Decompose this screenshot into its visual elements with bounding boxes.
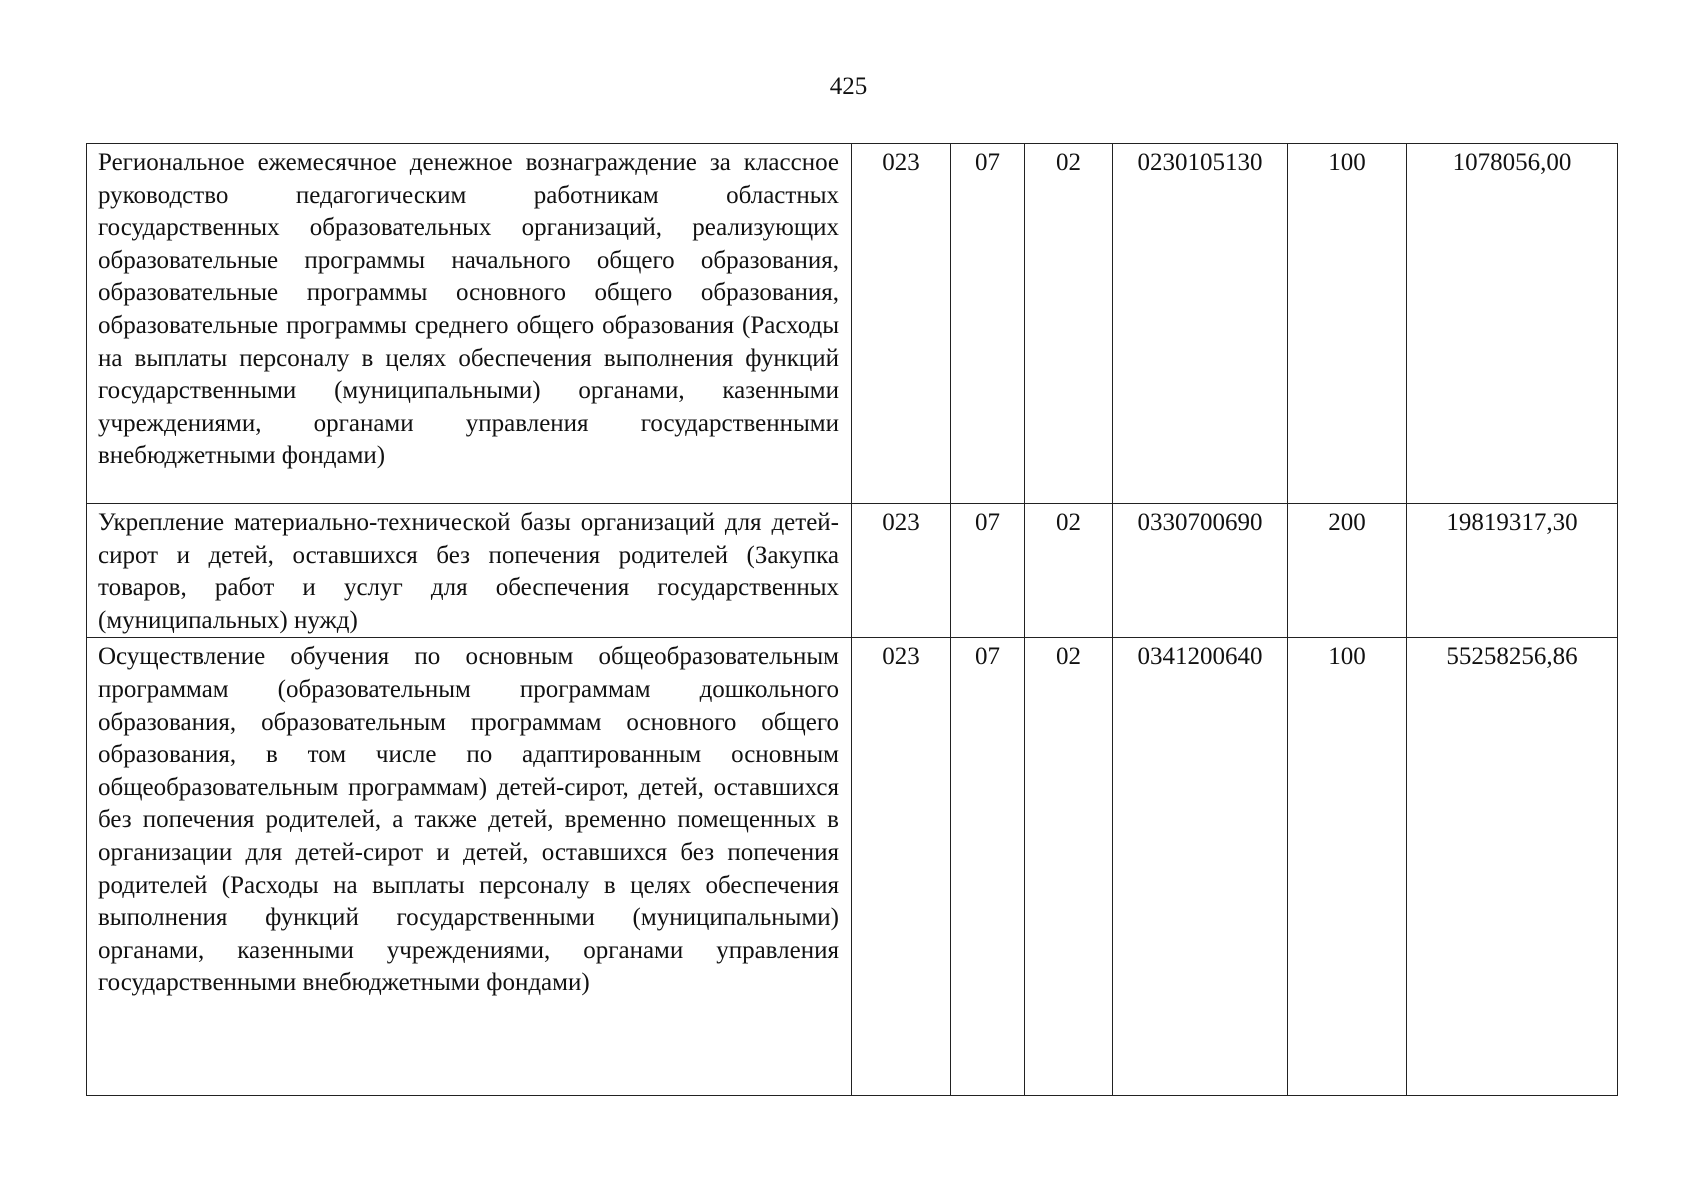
target-article-code: 0341200640 bbox=[1113, 638, 1288, 1096]
section-code: 07 bbox=[951, 144, 1025, 504]
section-code: 07 bbox=[951, 504, 1025, 638]
row-description: Укрепление материально-технической базы организаций для детей-сирот и детей, оставшихся без попечения родителей (Закупка товаров, работ и услуг для обеспечения государственных (муниципальных) нужд) bbox=[87, 504, 852, 638]
ministry-code: 023 bbox=[852, 638, 951, 1096]
amount-value: 1078056,00 bbox=[1407, 144, 1618, 504]
table-row bbox=[87, 638, 1618, 1096]
subsection-code: 02 bbox=[1025, 504, 1113, 638]
section-code: 07 bbox=[951, 638, 1025, 1096]
row-description: Осуществление обучения по основным общеобразовательным программам (образовательным программам дошкольного образования, образовательным программам основного общего образования, в том числе по адаптированным основным общеобразовательным программам) детей-сирот, детей, оставшихся без попечения родителей, а также детей, временно помещенных в организации для детей-сирот и детей, оставшихся без попечения родителей (Расходы на выплаты персоналу в целях обеспечения выполнения функций государственными (муниципальными) органами, казенными учреждениями, органами управления государственными внебюджетными фондами) bbox=[87, 638, 852, 1096]
ministry-code: 023 bbox=[852, 504, 951, 638]
expense-type-code: 100 bbox=[1288, 144, 1407, 504]
expense-type-code: 200 bbox=[1288, 504, 1407, 638]
ministry-code: 023 bbox=[852, 144, 951, 504]
target-article-code: 0330700690 bbox=[1113, 504, 1288, 638]
amount-value: 55258256,86 bbox=[1407, 638, 1618, 1096]
page-number: 425 bbox=[829, 73, 868, 100]
amount-value: 19819317,30 bbox=[1407, 504, 1618, 638]
subsection-code: 02 bbox=[1025, 144, 1113, 504]
table-row bbox=[87, 504, 1618, 638]
row-description: Региональное ежемесячное денежное вознаграждение за классное руководство педагогическим работникам областных государственных образовательных организаций, реализующих образовательные программы начального общего образования, образовательные программы основного общего образования, образовательные программы среднего общего образования (Расходы на выплаты персоналу в целях обеспечения выполнения функций государственными (муниципальными) органами, казенными учреждениями, органами управления государственными внебюджетными фондами) bbox=[87, 144, 852, 504]
table-row bbox=[87, 144, 1618, 504]
target-article-code: 0230105130 bbox=[1113, 144, 1288, 504]
subsection-code: 02 bbox=[1025, 638, 1113, 1096]
budget-table bbox=[86, 143, 1618, 1096]
expense-type-code: 100 bbox=[1288, 638, 1407, 1096]
